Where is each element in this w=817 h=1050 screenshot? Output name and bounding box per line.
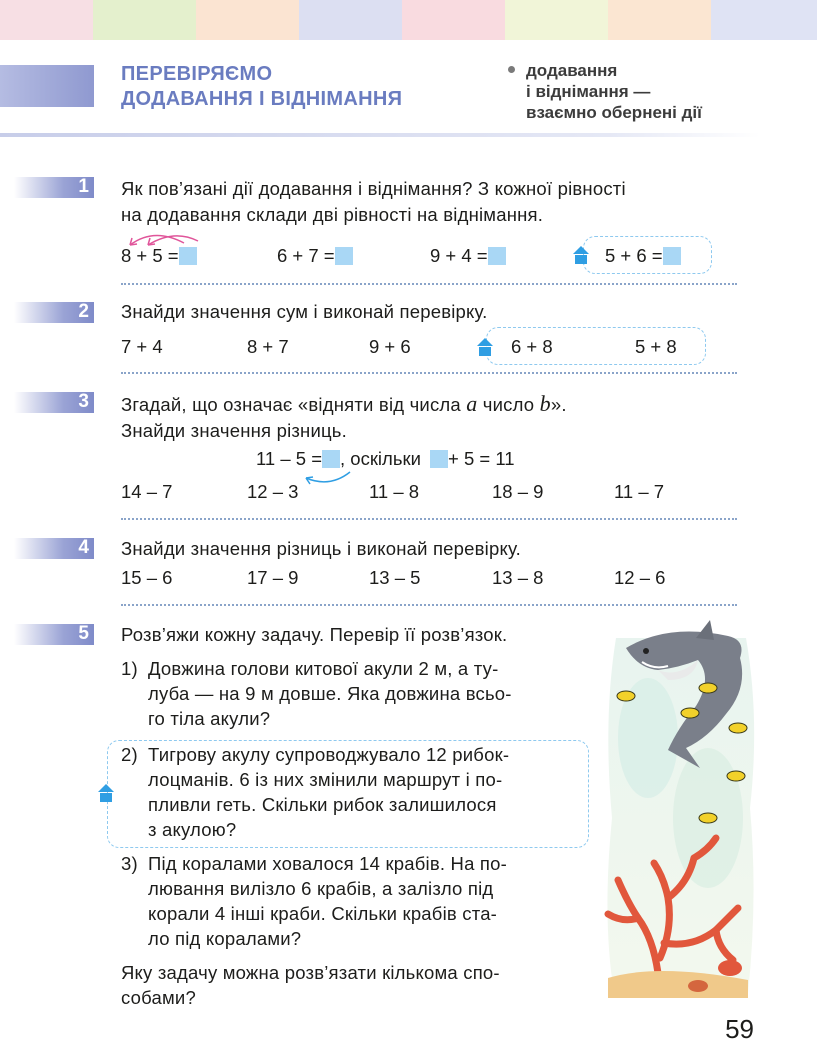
closing-question: Яку задачу можна розв’язати кількома спо- собами?: [121, 962, 500, 1008]
equation-1d: 5 + 6 =: [605, 245, 681, 267]
house-icon: [97, 783, 115, 803]
expr-2a: 7 + 4: [121, 336, 163, 357]
expr-3d: 18 – 9: [492, 481, 544, 502]
expr-2e: 5 + 8: [635, 336, 677, 357]
bullet-icon: [508, 66, 515, 73]
expr-4c: 13 – 5: [369, 567, 421, 588]
task-number-1: 1: [14, 177, 94, 198]
divider: [121, 372, 737, 374]
divider: [121, 604, 737, 606]
task-3-text: Згадай, що означає «відняти від числа a число b». Знайди значення різниць.: [121, 391, 567, 441]
answer-box[interactable]: [179, 247, 197, 265]
page-number: 59: [725, 1014, 754, 1044]
task-5-intro: Розв’яжи кожну задачу. Перевір її розв’язок.: [121, 624, 508, 645]
header-underline: [0, 133, 760, 137]
house-icon: [476, 337, 494, 357]
task-4-text: Знайди значення різниць і виконай перевірку.: [121, 538, 521, 559]
task-number-4: 4: [14, 538, 94, 559]
expr-4a: 15 – 6: [121, 567, 173, 588]
topic-note: додавання і віднімання — взаємно обернені дії: [526, 61, 702, 122]
task-number-2: 2: [14, 302, 94, 323]
example-equation: 11 – 5 = , оскільки + 5 = 11: [256, 448, 515, 469]
expr-2b: 8 + 7: [247, 336, 289, 357]
expr-3a: 14 – 7: [121, 481, 173, 502]
divider: [121, 518, 737, 520]
answer-box[interactable]: [488, 247, 506, 265]
task-1-text: Як пов’язані дії додавання і віднімання? З кожної рівності на додавання склади дві рівності на віднімання.: [121, 178, 626, 225]
expr-4d: 13 – 8: [492, 567, 544, 588]
task-2-text: Знайди значення сум і виконай перевірку.: [121, 301, 488, 322]
answer-box[interactable]: [430, 450, 448, 468]
expr-2d: 6 + 8: [511, 336, 553, 357]
answer-box[interactable]: [322, 450, 340, 468]
answer-box[interactable]: [335, 247, 353, 265]
expr-3e: 11 – 7: [614, 481, 665, 502]
equation-1b: 6 + 7 =: [277, 245, 353, 267]
expr-3b: 12 – 3: [247, 481, 299, 502]
task-number-5: 5: [14, 624, 94, 645]
shark-coral-illustration: [598, 618, 763, 1003]
equation-1a: 8 + 5 =: [121, 245, 197, 267]
arrow-icon: [300, 470, 360, 486]
answer-box[interactable]: [663, 247, 681, 265]
page-title: ПЕРЕВІРЯЄМО ДОДАВАННЯ І ВІДНІМАННЯ: [121, 63, 403, 110]
house-icon: [572, 245, 590, 265]
expr-4e: 12 – 6: [614, 567, 666, 588]
task-number-3: 3: [14, 392, 94, 413]
expr-3c: 11 – 8: [369, 481, 420, 502]
equation-1c: 9 + 4 =: [430, 245, 506, 267]
expr-2c: 9 + 6: [369, 336, 411, 357]
expr-4b: 17 – 9: [247, 567, 299, 588]
header-accent-bar: [0, 65, 94, 107]
divider: [121, 283, 737, 285]
